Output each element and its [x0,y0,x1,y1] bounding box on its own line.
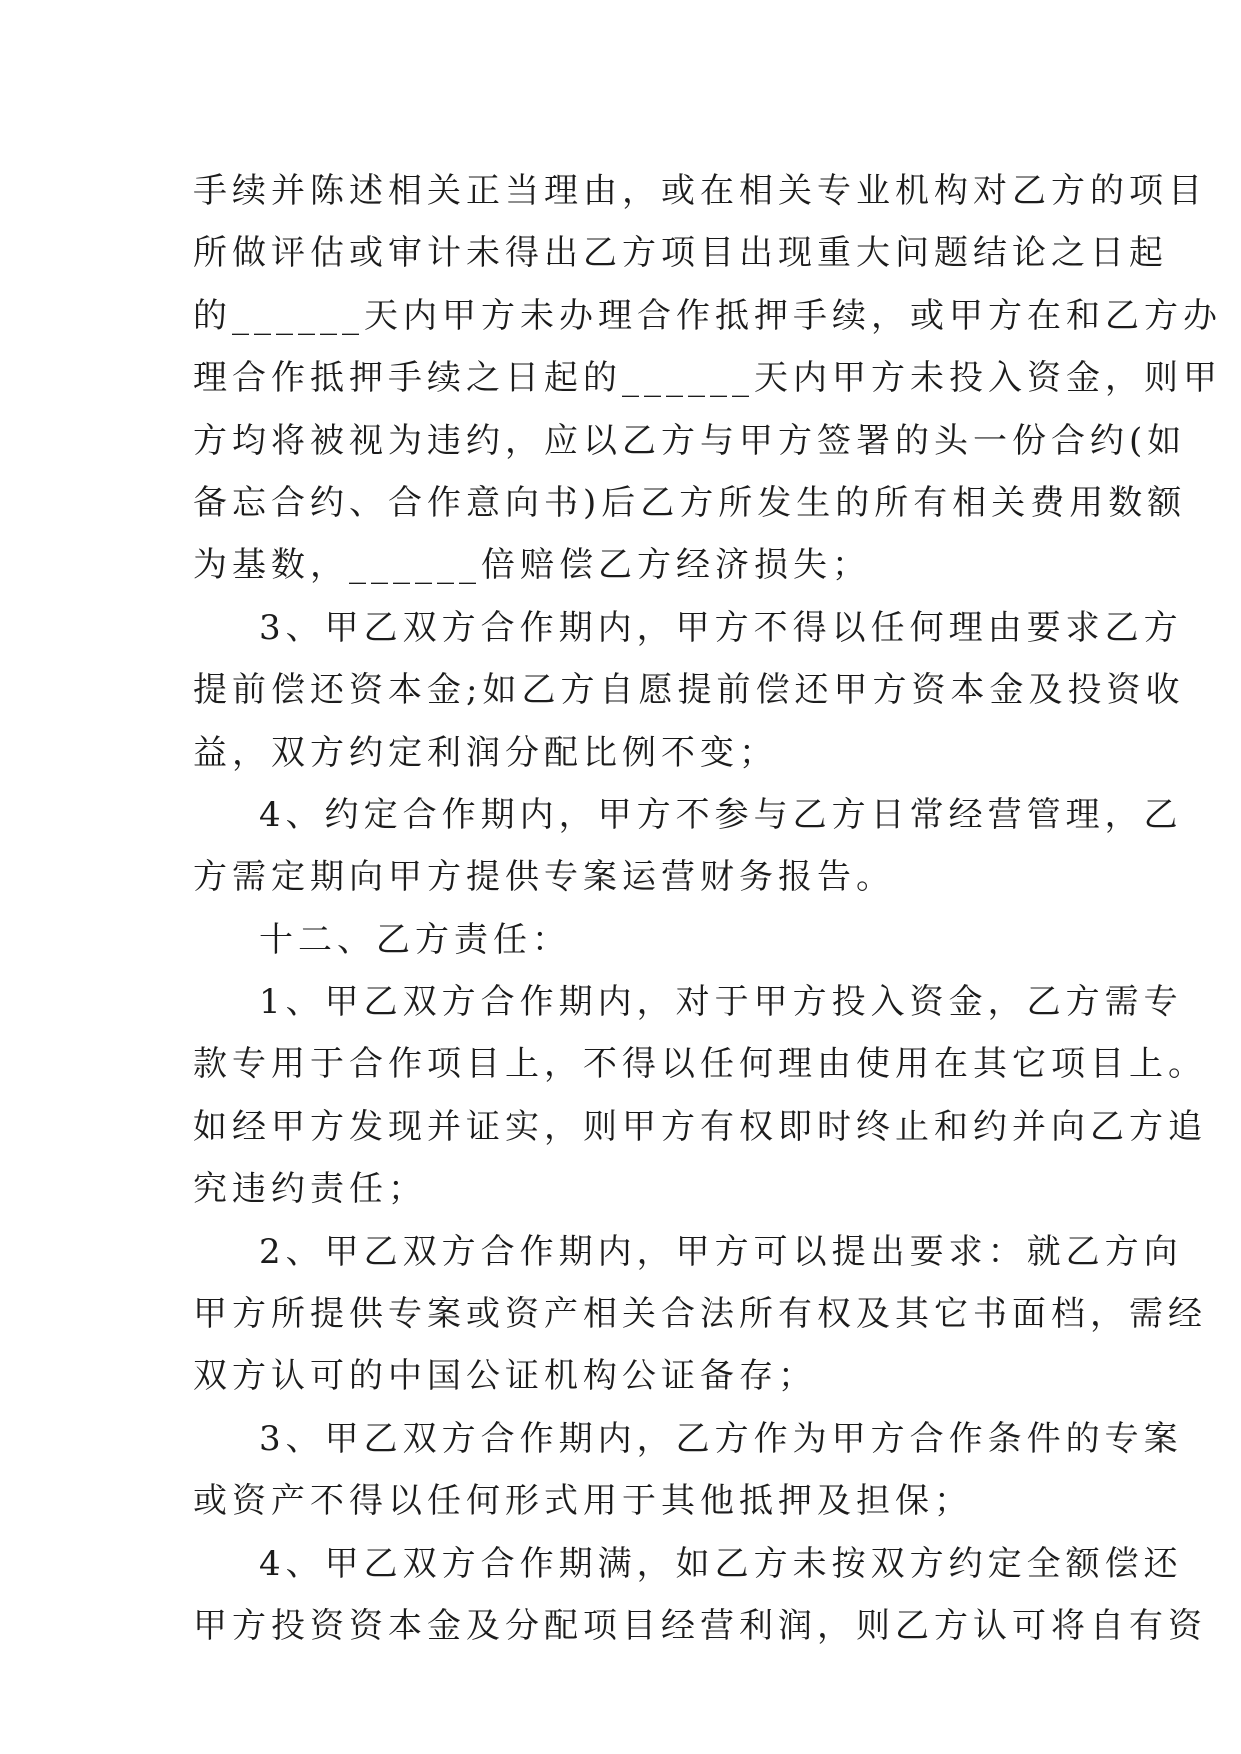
text-line: 所做评估或审计未得出乙方项目出现重大问题结论之日起 [193,233,1168,274]
paragraph-start-line: 1、甲乙双方合作期内，对于甲方投入资金，乙方需专 [259,982,1183,1023]
paragraph-start-line: 2、甲乙双方合作期内，甲方可以提出要求：就乙方向 [259,1231,1183,1272]
paragraph-start-line: 3、甲乙双方合作期内，乙方作为甲方合作条件的专案 [259,1418,1183,1459]
text-line: 如经甲方发现并证实，则甲方有权即时终止和约并向乙方追 [193,1106,1207,1147]
text-line: 提前偿还资本金;如乙方自愿提前偿还甲方资本金及投资收 [193,670,1185,711]
text-line: 甲方投资资本金及分配项目经营利润，则乙方认可将自有资 [193,1605,1207,1646]
text-line: 为基数，______倍赔偿乙方经济损失； [193,545,871,586]
text-line: 的______天内甲方未办理合作抵押手续，或甲方在和乙方办 [193,295,1222,336]
text-line: 理合作抵押手续之日起的______天内甲方未投入资金，则甲 [193,358,1222,399]
body-text [193,160,1222,1657]
text-line: 手续并陈述相关正当理由，或在相关专业机构对乙方的项目 [193,171,1207,211]
text-line: 方均将被视为违约，应以乙方与甲方签署的头一份合约(如 [193,420,1187,461]
text-line: 甲方所提供专案或资产相关合法所有权及其它书面档，需经 [193,1294,1207,1335]
paragraph-start-line: 4、甲乙双方合作期满，如乙方未按双方约定全额偿还 [259,1543,1183,1584]
text-line: 方需定期向甲方提供专案运营财务报告。 [193,857,895,898]
text-line: 备忘合约、合作意向书)后乙方所发生的所有相关费用数额 [193,482,1187,523]
section-heading: 十二、乙方责任： [259,919,571,960]
text-line: 款专用于合作项目上，不得以任何理由使用在其它项目上。 [193,1044,1207,1085]
text-line: 双方认可的中国公证机构公证备存； [193,1356,817,1397]
paragraph-start-line: 4、约定合作期内，甲方不参与乙方日常经营管理，乙 [259,794,1183,835]
text-line: 究违约责任； [193,1169,427,1210]
text-line: 益，双方约定利润分配比例不变； [193,732,778,773]
text-line: 或资产不得以任何形式用于其他抵押及担保； [193,1481,973,1522]
paragraph-start-line: 3、甲乙双方合作期内，甲方不得以任何理由要求乙方 [259,607,1183,648]
